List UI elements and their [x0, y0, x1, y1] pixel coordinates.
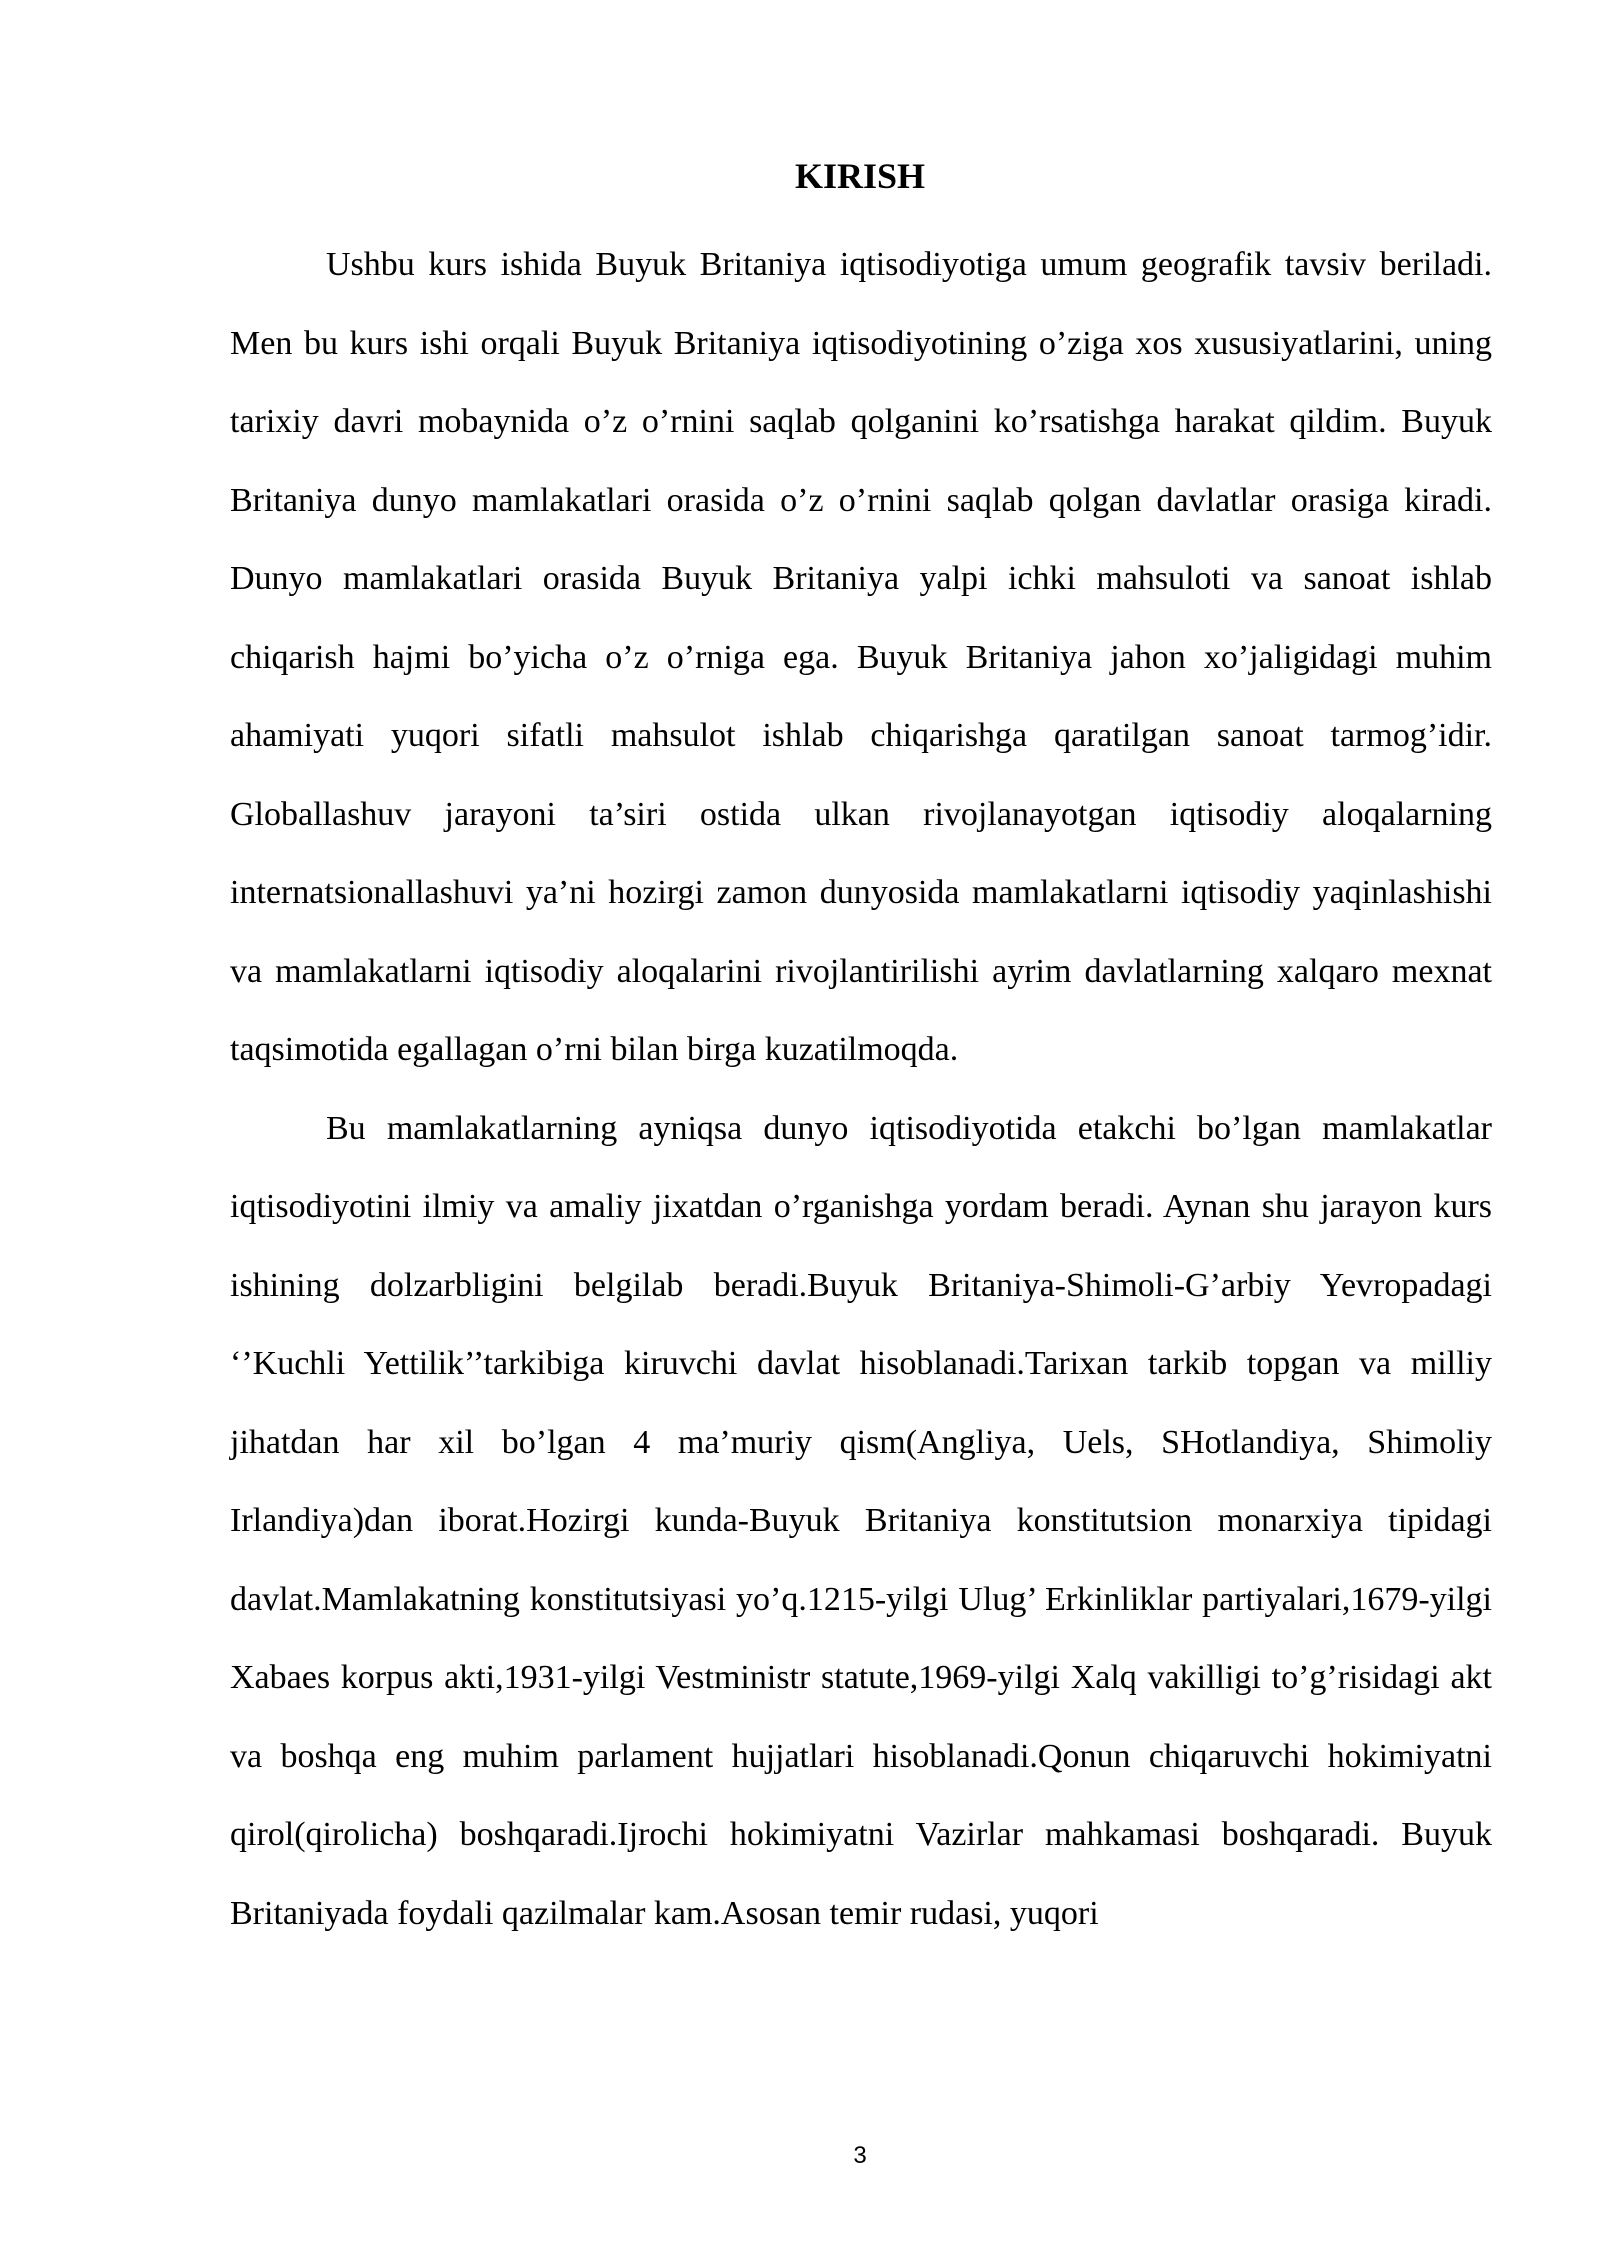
body-text	[230, 226, 1492, 1953]
paragraph-1: Ushbu kurs ishida Buyuk Britaniya iqtisodiyotiga umum geografik tavsiv beriladi. Men bu kurs ishi orqali Buyuk Britaniya iqtisodiyotining o’ziga xos xususiyatlarini, uning tarixiy davri mobaynida o’z o’rnini saqlab qolganini ko’rsatishga harakat qildim. Buyuk Britaniya dunyo mamlakatlari orasida o’z o’rnini saqlab qolgan davlatlar orasiga kiradi. Dunyo mamlakatlari orasida Buyuk Britaniya yalpi ichki mahsuloti va sanoat ishlab chiqarish hajmi bo’yicha o’z o’rniga ega. Buyuk Britaniya jahon xo’jaligidagi muhim ahamiyati yuqori sifatli mahsulot ishlab chiqarishga qaratilgan sanoat tarmog’idir. Globallashuv jarayoni ta’siri ostida ulkan rivojlanayotgan iqtisodiy aloqalarning internatsionallashuvi ya’ni hozirgi zamon dunyosida mamlakatlarni iqtisodiy yaqinlashishi va mamlakatlarni iqtisodiy aloqalarini rivojlantirilishi ayrim davlatlarning xalqaro mexnat taqsimotida egallagan o’rni bilan birga kuzatilmoqda.	[230, 246, 1492, 1068]
paragraph-2: Bu mamlakatlarning ayniqsa dunyo iqtisodiyotida etakchi bo’lgan mamlakatlar iqtisodiyotini ilmiy va amaliy jixatdan o’rganishga yordam beradi. Aynan shu jarayon kurs ishining dolzarbligini belgilab beradi.Buyuk Britaniya-Shimoli-G’arbiy Yevropadagi ‘’Kuchli Yettilik’’tarkibiga kiruvchi davlat hisoblanadi.Tarixan tarkib topgan va milliy jihatdan har xil bo’lgan 4 ma’muriy qism(Angliya, Uels, SHotlandiya, Shimoliy Irlandiya)dan iborat.Hozirgi kunda-Buyuk Britaniya konstitutsion monarxiya tipidagi davlat.Mamlakatning konstitutsiyasi yo’q.1215-yilgi Ulug’ Erkinliklar partiyalari,1679-yilgi Xabaes korpus akti,1931-yilgi Vestministr statute,1969-yilgi Xalq vakilligi to’g’risidagi akt va boshqa eng muhim parlament hujjatlari hisoblanadi.Qonun chiqaruvchi hokimiyatni qirol(qirolicha) boshqaradi.Ijrochi hokimiyatni Vazirlar mahkamasi boshqaradi. Buyuk Britaniyada foydali qazilmalar kam.Asosan temir rudasi, yuqori	[230, 1109, 1492, 1932]
page-title: KIRISH	[794, 156, 926, 196]
page-number: 3	[853, 2142, 867, 2169]
